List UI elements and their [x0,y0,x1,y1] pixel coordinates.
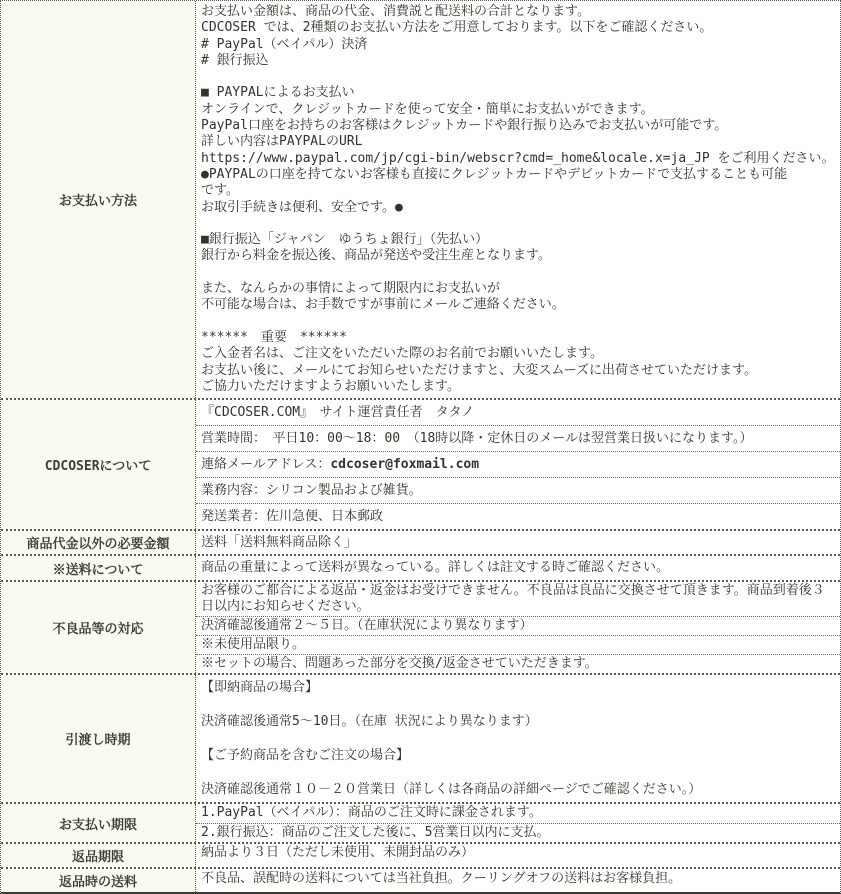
cell-about-cdcoser-0: 『CDCOSER.COM』 サイト運営責任者 タタノ [201,405,475,421]
row-payment-deadline [1,802,840,842]
row-shipping-note [1,554,840,580]
row-delivery-time [1,673,840,802]
row-defective-items [1,580,840,673]
row-extra-fees [1,529,840,554]
cell-return-shipping-0: 不良品、誤配時の送料については当社負担。クーリングオフの送料はお客様負担。 [201,871,682,887]
row-header-payment-method: お支払い方法 [1,1,196,398]
row-header-extra-fees: 商品代金以外の必要金額 [1,531,196,554]
cell-defective-items-0: お客様のご都合による返品・返金はお受けできません。不良品は良品に交換させて頂きます。商品到着後３日以内にお知らせください。 [201,583,825,615]
row-content-return-shipping [196,869,840,892]
contact-email: cdcoser@foxmail.com [330,457,480,473]
row-content-delivery-time [196,675,840,802]
cell-return-deadline-0: 納品より３日（ただし未使用、未開封品のみ） [201,845,475,861]
cell-shipping-note-0: 商品の重量によって送料が異なっている。詳しくは註文する時ご確認ください。 [201,560,670,576]
row-return-deadline [1,842,840,867]
row-header-payment-deadline: お支払い期限 [1,804,196,842]
cell-payment-deadline-1: 2.銀行振込：商品のご注文した後に、5営業日以内に支払。 [196,823,840,843]
cell-payment-deadline-0: 1.PayPal（ベイパル）：商品のご注文時に課金されます。 [201,805,542,821]
row-payment-method [1,1,840,398]
row-content-payment-deadline [196,804,840,842]
row-header-return-deadline: 返品期限 [1,844,196,867]
row-header-about-cdcoser: CDCOSERについて [1,400,196,529]
row-header-shipping-note: ※送料について [1,556,196,580]
row-content-extra-fees [196,531,840,554]
row-content-defective-items [196,582,840,673]
cell-about-cdcoser-3: 業務内容：シリコン製品および雑貨。 [196,477,840,503]
cell-defective-items-1: 決済確認後通常２～５日。（在庫状況により異なります） [196,616,840,635]
cell-payment-method-0: お支払い金額は、商品の代金、消費説と配送料の合計となります。 CDCOSER では、2種類のお支払い方法をご用意しております。以下をご確認ください。 # PayPal（ベイパル）決済 # 銀行振込 ■ PAYPALによるお支払い オンラインで、クレジットカードを使って安全・簡単にお支払いができます。 PayPal口座をお持ちのお客様はクレジットカードや銀行振り込みでお支払いが可能です。 詳しい内容はPAYPALのURL https://www.paypal.com/jp/cgi-bin/webscr?cmd=_home&locale.x=ja_JP をご利用ください。 ●PAYPALの口座を持てないお客様も直接にクレジットカードやデビットカードで支払することも可能 です。 お取引手続きは便利、安全です。● ■銀行振込「ジャパン ゆうちょ銀行」（先払い） 銀行から料金を振込後、商品が発送や受注生産となります。 また、なんらかの事情によって期限内にお支払いが 不可能な場合は、お手数ですが事前にメールご連絡ください。 ****** 重要 ****** ご入金者名は、ご注文をいただいた際のお名前でお願いいたします。 お支払い後に、メールにてお知らせいただけますと、大変スムーズに出荷させていただけます。 ご協力いただけますようお願いいたします。 [201,4,835,394]
row-about-cdcoser [1,398,840,529]
row-content-payment-method [196,1,840,398]
row-header-delivery-time: 引渡し時期 [1,675,196,802]
cell-defective-items-2: ※未使用品限り。 [196,635,840,654]
row-header-return-shipping: 返品時の送料 [1,869,196,892]
cell-delivery-time-0: 【即納商品の場合】 決済確認後通常5～10日。（在庫 状況により異なります） 【ご予約商品を含むご注文の場合】 決済確認後通常１０－２０営業日（詳しくは各商品の詳細ページでご確認ください。） [201,680,702,798]
cell-about-cdcoser-1: 営業時間： 平日10：00～18：00 （18時以降・定休日のメールは翌営業日扱いになります。） [196,425,840,451]
row-content-about-cdcoser [196,400,840,529]
cell-about-cdcoser-4: 発送業者：佐川急便、日本郵政 [196,503,840,529]
row-return-shipping [1,867,840,892]
cell-extra-fees-0: 送料「送料無料商品除く」 [201,535,358,551]
row-content-shipping-note [196,556,840,580]
row-header-defective-items: 不良品等の対応 [1,582,196,673]
cell-about-cdcoser-2: 連絡メールアドレス：cdcoser@foxmail.com [196,451,840,477]
row-content-return-deadline [196,844,840,867]
cell-defective-items-3: ※セットの場合、問題あった部分を交換/返金させていただきます。 [196,654,840,673]
